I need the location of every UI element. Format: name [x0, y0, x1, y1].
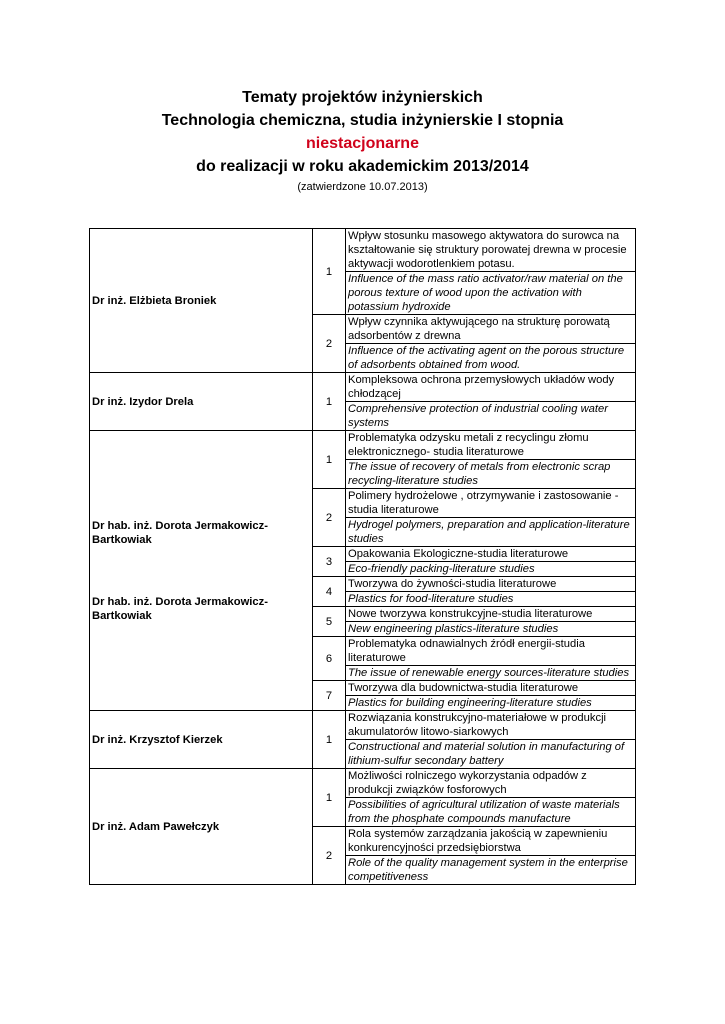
- topic-title-en: New engineering plastics-literature studies: [346, 622, 636, 637]
- supervisor-name: Dr hab. inż. Dorota Jermakowicz-Bartkowiak: [92, 519, 268, 546]
- table-row: [90, 711, 636, 740]
- topic-title-en: Eco-friendly packing-literature studies: [346, 562, 636, 577]
- topic-title-pl: Problematyka odnawialnych źródł energii-studia literaturowe: [346, 637, 636, 666]
- topic-title-pl: Tworzywa dla budownictwa-studia literaturowe: [346, 681, 636, 696]
- topic-title-pl: Nowe tworzywa konstrukcyjne-studia literaturowe: [346, 607, 636, 622]
- topic-title-pl: Możliwości rolniczego wykorzystania odpadów z produkcji związków fosforowych: [346, 769, 636, 798]
- topic-title-en: Influence of the activating agent on the porous structure of adsorbents obtained from wood.: [346, 344, 636, 373]
- topic-number: 2: [313, 489, 346, 547]
- topic-title-en: Hydrogel polymers, preparation and application-literature studies: [346, 518, 636, 547]
- topic-number: 1: [313, 769, 346, 827]
- topic-number: 1: [313, 373, 346, 431]
- table-row: [90, 431, 636, 460]
- topic-number: 3: [313, 547, 346, 577]
- title-line-3-mode: niestacjonarne: [306, 135, 419, 152]
- title-line-2: Technologia chemiczna, studia inżynierskie I stopnia: [161, 112, 564, 129]
- topic-title-en: Constructional and material solution in manufacturing of lithium-sulfur secondary battery: [346, 740, 636, 769]
- topic-title-pl: Wpływ stosunku masowego aktywatora do surowca na kształtowanie się struktury porowatej drewna w procesie aktywacji wodorotlenkiem potasu.: [346, 229, 636, 272]
- table-row: [90, 769, 636, 798]
- topic-number: 5: [313, 607, 346, 637]
- topic-title-en: Influence of the mass ratio activator/raw material on the porous texture of wood upon the activation with potassium hydroxide: [346, 272, 636, 315]
- topic-number: 1: [313, 711, 346, 769]
- topic-number: 6: [313, 637, 346, 681]
- table-row: [90, 373, 636, 402]
- title-line-4: do realizacji w roku akademickim 2013/2014: [196, 158, 529, 175]
- topic-title-pl: Rola systemów zarządzania jakością w zapewnieniu konkurencyjności przedsiębiorstwa: [346, 827, 636, 856]
- topic-title-pl: Kompleksowa ochrona przemysłowych układów wody chłodzącej: [346, 373, 636, 402]
- supervisor-name: Dr inż. Krzysztof Kierzek: [90, 711, 313, 769]
- topic-title-pl: Rozwiązania konstrukcyjno-materiałowe w produkcji akumulatorów litowo-siarkowych: [346, 711, 636, 740]
- topic-title-pl: Opakowania Ekologiczne-studia literaturowe: [346, 547, 636, 562]
- topic-title-pl: Tworzywa do żywności-studia literaturowe: [346, 577, 636, 592]
- supervisor-name-repeat: Dr hab. inż. Dorota Jermakowicz-Bartkowiak: [92, 595, 268, 622]
- topic-title-pl: Problematyka odzysku metali z recyclingu złomu elektronicznego- studia literaturowe: [346, 431, 636, 460]
- topic-title-en: The issue of recovery of metals from electronic scrap recycling-literature studies: [346, 460, 636, 489]
- topic-number: 7: [313, 681, 346, 711]
- title-line-1: Tematy projektów inżynierskich: [242, 89, 483, 106]
- topic-number: 2: [313, 827, 346, 885]
- topic-title-en: Plastics for food-literature studies: [346, 592, 636, 607]
- topic-title-en: Plastics for building engineering-literature studies: [346, 696, 636, 711]
- topic-title-en: The issue of renewable energy sources-literature studies: [346, 666, 636, 681]
- approval-date: (zatwierdzone 10.07.2013): [297, 181, 428, 193]
- topics-table: [89, 228, 636, 885]
- topic-title-pl: Polimery hydrożelowe , otrzymywanie i zastosowanie -studia literaturowe: [346, 489, 636, 518]
- topic-title-en: Role of the quality management system in the enterprise competitiveness: [346, 856, 636, 885]
- table-row: [90, 229, 636, 272]
- topic-title-en: Possibilities of agricultural utilization of waste materials from the phosphate compounds manufacture: [346, 798, 636, 827]
- document-header: [0, 86, 725, 195]
- topic-number: 1: [313, 431, 346, 489]
- topic-title-en: Comprehensive protection of industrial cooling water systems: [346, 402, 636, 431]
- topic-title-pl: Wpływ czynnika aktywującego na strukturę porowatą adsorbentów z drewna: [346, 315, 636, 344]
- topic-number: 2: [313, 315, 346, 373]
- supervisor-name: Dr inż. Elżbieta Broniek: [90, 229, 313, 373]
- supervisor-cell: [90, 431, 313, 711]
- supervisor-name: Dr inż. Izydor Drela: [90, 373, 313, 431]
- topic-number: 1: [313, 229, 346, 315]
- topic-number: 4: [313, 577, 346, 607]
- supervisor-name: Dr inż. Adam Pawełczyk: [90, 769, 313, 885]
